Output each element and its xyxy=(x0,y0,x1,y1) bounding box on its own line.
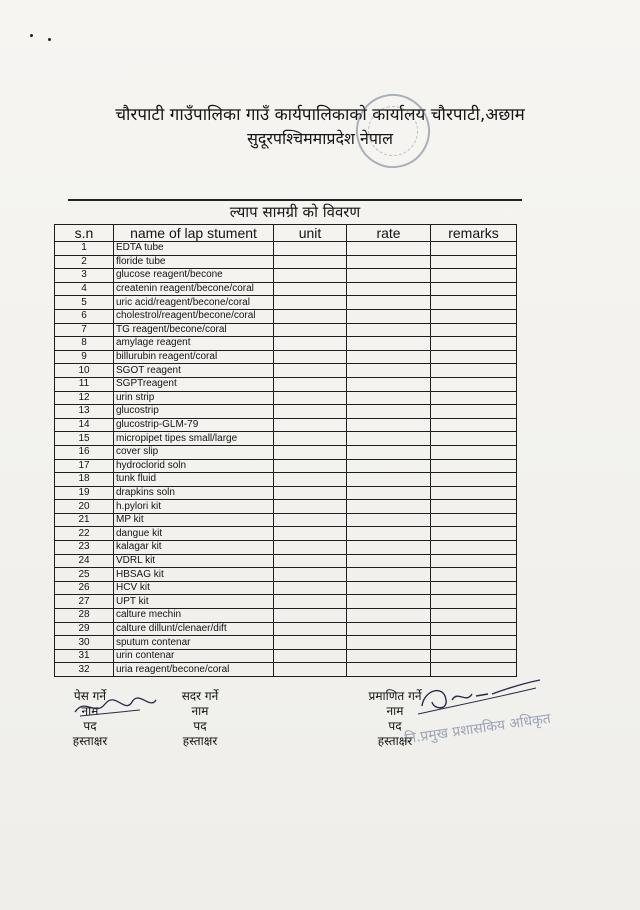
row-rate xyxy=(347,595,431,609)
row-rate xyxy=(347,609,431,623)
row-item-name: sputum contenar xyxy=(114,636,274,650)
row-remarks xyxy=(431,377,517,391)
row-item-name: SGPTreagent xyxy=(114,377,274,391)
row-item-name: dangue kit xyxy=(114,527,274,541)
row-unit xyxy=(274,500,347,514)
row-unit xyxy=(274,323,347,337)
table-row xyxy=(55,486,517,500)
submitted-by-title: सदर गर्ने xyxy=(181,689,219,703)
header-unit: unit xyxy=(274,225,347,242)
header-rate: rate xyxy=(347,225,431,242)
row-item-name: kalagar kit xyxy=(114,541,274,555)
table-row xyxy=(55,432,517,446)
row-sn: 12 xyxy=(55,391,114,405)
row-sn: 15 xyxy=(55,432,114,446)
header-sn: s.n xyxy=(55,225,114,242)
row-unit xyxy=(274,486,347,500)
certified-by-signature: हस्ताक्षर xyxy=(377,734,413,748)
row-item-name: drapkins soln xyxy=(114,486,274,500)
row-sn: 8 xyxy=(55,337,114,351)
certified-by-post: पद xyxy=(388,719,402,733)
row-item-name: hydroclorid soln xyxy=(114,459,274,473)
row-unit xyxy=(274,269,347,283)
row-remarks xyxy=(431,282,517,296)
row-remarks xyxy=(431,242,517,256)
lab-items-table xyxy=(54,224,517,677)
scan-speck xyxy=(48,38,51,41)
submitted-by-name: नाम xyxy=(191,704,209,718)
office-address: सुदूरपश्चिममाप्रदेश नेपाल xyxy=(247,129,393,148)
row-rate xyxy=(347,541,431,555)
row-sn: 21 xyxy=(55,513,114,527)
row-remarks xyxy=(431,432,517,446)
row-unit xyxy=(274,255,347,269)
row-rate xyxy=(347,554,431,568)
row-item-name: HCV kit xyxy=(114,581,274,595)
row-rate xyxy=(347,255,431,269)
table-row xyxy=(55,296,517,310)
table-row xyxy=(55,337,517,351)
officer-stamp: नि.प्रमुख प्रशासकिय अधिकृत xyxy=(403,710,552,748)
row-rate xyxy=(347,282,431,296)
scan-speck xyxy=(30,34,33,37)
row-rate xyxy=(347,296,431,310)
prepared-by-title: पेस गर्ने xyxy=(73,689,107,703)
prepared-by-signature: हस्ताक्षर xyxy=(72,734,108,748)
row-sn: 30 xyxy=(55,636,114,650)
row-remarks xyxy=(431,445,517,459)
row-item-name: cholestrol/reagent/becone/coral xyxy=(114,309,274,323)
row-unit xyxy=(274,663,347,677)
row-item-name: UPT kit xyxy=(114,595,274,609)
row-remarks xyxy=(431,309,517,323)
table-row xyxy=(55,649,517,663)
row-remarks xyxy=(431,663,517,677)
row-item-name: urin contenar xyxy=(114,649,274,663)
row-rate xyxy=(347,486,431,500)
table-row xyxy=(55,663,517,677)
row-sn: 14 xyxy=(55,418,114,432)
row-remarks xyxy=(431,473,517,487)
row-sn: 27 xyxy=(55,595,114,609)
row-remarks xyxy=(431,622,517,636)
table-row xyxy=(55,445,517,459)
table-title: ल्याप सामग्री को विवरण xyxy=(229,203,361,221)
submitted-by-signature: हस्ताक्षर xyxy=(182,734,218,748)
row-item-name: HBSAG kit xyxy=(114,568,274,582)
header-name: name of lap stument xyxy=(114,225,274,242)
certified-by-title: प्रमाणित गर्ने xyxy=(368,689,422,703)
row-item-name: MP kit xyxy=(114,513,274,527)
row-item-name: tunk fluid xyxy=(114,473,274,487)
table-row xyxy=(55,554,517,568)
row-item-name: h.pylori kit xyxy=(114,500,274,514)
row-rate xyxy=(347,269,431,283)
row-remarks xyxy=(431,418,517,432)
row-rate xyxy=(347,581,431,595)
row-item-name: SGOT reagent xyxy=(114,364,274,378)
row-unit xyxy=(274,364,347,378)
table-row xyxy=(55,541,517,555)
row-sn: 23 xyxy=(55,541,114,555)
row-remarks xyxy=(431,269,517,283)
row-rate xyxy=(347,527,431,541)
table-row xyxy=(55,636,517,650)
row-remarks xyxy=(431,541,517,555)
row-item-name: uria reagent/becone/coral xyxy=(114,663,274,677)
row-rate xyxy=(347,242,431,256)
row-remarks xyxy=(431,595,517,609)
row-unit xyxy=(274,649,347,663)
row-sn: 2 xyxy=(55,255,114,269)
row-unit xyxy=(274,473,347,487)
row-remarks xyxy=(431,636,517,650)
row-unit xyxy=(274,581,347,595)
row-sn: 29 xyxy=(55,622,114,636)
row-unit xyxy=(274,282,347,296)
row-sn: 17 xyxy=(55,459,114,473)
row-remarks xyxy=(431,554,517,568)
row-sn: 18 xyxy=(55,473,114,487)
row-remarks xyxy=(431,459,517,473)
table-row xyxy=(55,269,517,283)
table-row xyxy=(55,513,517,527)
submitted-by-post: पद xyxy=(193,719,207,733)
row-sn: 11 xyxy=(55,377,114,391)
row-sn: 16 xyxy=(55,445,114,459)
row-item-name: createnin reagent/becone/coral xyxy=(114,282,274,296)
row-item-name: glucose reagent/becone xyxy=(114,269,274,283)
row-item-name: TG reagent/becone/coral xyxy=(114,323,274,337)
table-row xyxy=(55,323,517,337)
row-rate xyxy=(347,636,431,650)
row-remarks xyxy=(431,527,517,541)
row-remarks xyxy=(431,568,517,582)
row-rate xyxy=(347,350,431,364)
row-rate xyxy=(347,309,431,323)
row-rate xyxy=(347,337,431,351)
row-rate xyxy=(347,323,431,337)
row-remarks xyxy=(431,337,517,351)
row-remarks xyxy=(431,350,517,364)
row-item-name: amylage reagent xyxy=(114,337,274,351)
row-sn: 13 xyxy=(55,405,114,419)
handwritten-signature xyxy=(70,692,160,722)
row-sn: 4 xyxy=(55,282,114,296)
row-rate xyxy=(347,377,431,391)
row-rate xyxy=(347,622,431,636)
office-header xyxy=(60,104,580,150)
row-unit xyxy=(274,541,347,555)
row-sn: 19 xyxy=(55,486,114,500)
row-item-name: EDTA tube xyxy=(114,242,274,256)
row-sn: 5 xyxy=(55,296,114,310)
row-rate xyxy=(347,432,431,446)
row-item-name: VDRL kit xyxy=(114,554,274,568)
office-name: चौरपाटी गाउँपालिका गाउँ कार्यपालिकाको कार्यालय चौरपाटी,अछाम xyxy=(115,105,525,125)
row-sn: 26 xyxy=(55,581,114,595)
row-remarks xyxy=(431,255,517,269)
row-unit xyxy=(274,418,347,432)
row-unit xyxy=(274,309,347,323)
row-sn: 28 xyxy=(55,609,114,623)
office-seal xyxy=(348,86,438,176)
table-row xyxy=(55,595,517,609)
row-sn: 31 xyxy=(55,649,114,663)
row-rate xyxy=(347,568,431,582)
row-unit xyxy=(274,391,347,405)
row-remarks xyxy=(431,513,517,527)
row-rate xyxy=(347,649,431,663)
row-rate xyxy=(347,500,431,514)
row-rate xyxy=(347,473,431,487)
row-rate xyxy=(347,391,431,405)
row-item-name: glucostrip xyxy=(114,405,274,419)
row-remarks xyxy=(431,609,517,623)
row-remarks xyxy=(431,649,517,663)
row-item-name: urin strip xyxy=(114,391,274,405)
row-unit xyxy=(274,609,347,623)
row-remarks xyxy=(431,296,517,310)
row-unit xyxy=(274,554,347,568)
row-rate xyxy=(347,663,431,677)
row-sn: 24 xyxy=(55,554,114,568)
row-sn: 1 xyxy=(55,242,114,256)
row-item-name: billurubin reagent/coral xyxy=(114,350,274,364)
table-row xyxy=(55,418,517,432)
row-sn: 3 xyxy=(55,269,114,283)
row-rate xyxy=(347,459,431,473)
table-row xyxy=(55,527,517,541)
row-unit xyxy=(274,622,347,636)
row-item-name: micropipet tipes small/large xyxy=(114,432,274,446)
table-row xyxy=(55,500,517,514)
row-remarks xyxy=(431,486,517,500)
table-row xyxy=(55,609,517,623)
row-item-name: uric acid/reagent/becone/coral xyxy=(114,296,274,310)
row-rate xyxy=(347,418,431,432)
row-unit xyxy=(274,513,347,527)
title-rule xyxy=(68,199,522,201)
row-sn: 9 xyxy=(55,350,114,364)
row-sn: 20 xyxy=(55,500,114,514)
table-row xyxy=(55,391,517,405)
table-row xyxy=(55,405,517,419)
row-sn: 25 xyxy=(55,568,114,582)
row-unit xyxy=(274,405,347,419)
row-remarks xyxy=(431,323,517,337)
row-remarks xyxy=(431,500,517,514)
row-remarks xyxy=(431,364,517,378)
row-item-name: cover slip xyxy=(114,445,274,459)
table-row xyxy=(55,568,517,582)
row-sn: 7 xyxy=(55,323,114,337)
table-row xyxy=(55,622,517,636)
row-sn: 32 xyxy=(55,663,114,677)
certified-by-name: नाम xyxy=(386,704,404,718)
prepared-by-post: पद xyxy=(83,719,97,733)
table-row xyxy=(55,459,517,473)
row-item-name: glucostrip-GLM-79 xyxy=(114,418,274,432)
row-remarks xyxy=(431,581,517,595)
row-unit xyxy=(274,527,347,541)
table-row xyxy=(55,473,517,487)
row-unit xyxy=(274,445,347,459)
row-unit xyxy=(274,242,347,256)
table-row xyxy=(55,581,517,595)
row-unit xyxy=(274,377,347,391)
row-unit xyxy=(274,432,347,446)
table-header-row xyxy=(55,225,517,242)
row-item-name: calture dillunt/clenaer/dift xyxy=(114,622,274,636)
row-item-name: calture mechin xyxy=(114,609,274,623)
row-rate xyxy=(347,513,431,527)
row-remarks xyxy=(431,391,517,405)
row-rate xyxy=(347,364,431,378)
table-row xyxy=(55,255,517,269)
row-sn: 6 xyxy=(55,309,114,323)
row-sn: 10 xyxy=(55,364,114,378)
row-unit xyxy=(274,337,347,351)
row-unit xyxy=(274,636,347,650)
row-unit xyxy=(274,568,347,582)
row-unit xyxy=(274,459,347,473)
row-sn: 22 xyxy=(55,527,114,541)
submitted-by-block xyxy=(168,689,232,749)
row-item-name: floride tube xyxy=(114,255,274,269)
row-unit xyxy=(274,296,347,310)
row-remarks xyxy=(431,405,517,419)
row-rate xyxy=(347,445,431,459)
table-row xyxy=(55,282,517,296)
table-row xyxy=(55,377,517,391)
header-remarks: remarks xyxy=(431,225,517,242)
table-row xyxy=(55,242,517,256)
row-unit xyxy=(274,350,347,364)
row-unit xyxy=(274,595,347,609)
table-row xyxy=(55,364,517,378)
row-rate xyxy=(347,405,431,419)
table-row xyxy=(55,350,517,364)
prepared-by-name: नाम xyxy=(81,704,99,718)
table-row xyxy=(55,309,517,323)
